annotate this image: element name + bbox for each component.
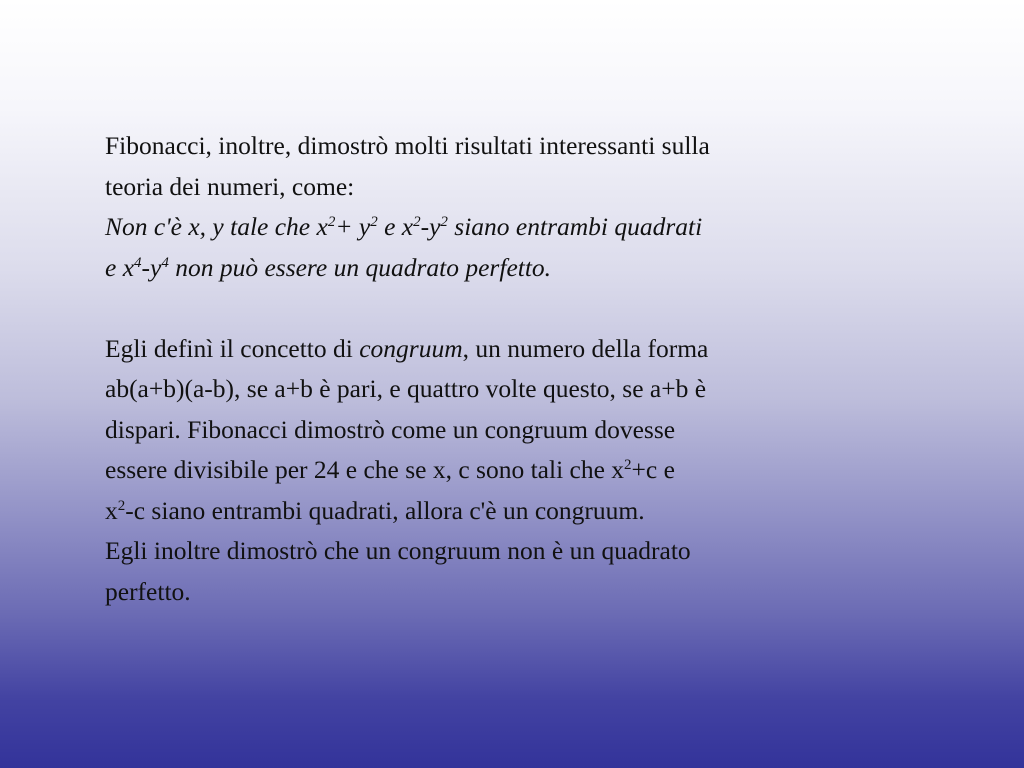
congruum-line-3: dispari. Fibonacci dimostrò come un congruum dovesse bbox=[105, 414, 676, 444]
exponent: 2 bbox=[117, 497, 126, 514]
exponent: 2 bbox=[370, 214, 378, 230]
intro-line-1: Fibonacci, inoltre, dimostrò molti risultati interessanti sulla bbox=[105, 131, 710, 160]
exponent: 2 bbox=[440, 214, 448, 230]
paragraph-spacer bbox=[105, 288, 925, 329]
exponent: 2 bbox=[413, 214, 421, 230]
exponent: 2 bbox=[327, 214, 336, 230]
congruum-term: congruum bbox=[359, 333, 463, 363]
congruum-line-6: Egli inoltre dimostrò che un congruum non è un quadrato bbox=[105, 536, 691, 565]
intro-line-2: teoria dei numeri, come: bbox=[105, 171, 355, 201]
congruum-line-4: essere divisibile per 24 e che se x, c sono tali che $x^2+c$ e bbox=[105, 455, 675, 484]
exponent: 4 bbox=[134, 254, 142, 271]
congruum-line-1: Egli definì il concetto di congruum, un numero della forma bbox=[105, 333, 709, 363]
slide-text-body bbox=[105, 126, 925, 612]
congruum-line-2: ab(a+b)(a-b), se a+b è pari, e quattro volte questo, se a+b è bbox=[105, 374, 707, 403]
exponent: 2 bbox=[624, 457, 632, 473]
exponent: 4 bbox=[161, 254, 169, 271]
theorem-line-1: Non c'è x, y tale che $x^2+ y^2$ e $x^2-y^2$ siano entrambi quadrati bbox=[105, 212, 703, 241]
theorem-line-2: e $x^4-y^4$ non può essere un quadrato perfetto. bbox=[105, 252, 552, 282]
congruum-line-5: $x^2-c$ siano entrambi quadrati, allora c'è un congruum. bbox=[105, 495, 645, 525]
congruum-line-7: perfetto. bbox=[105, 576, 191, 606]
